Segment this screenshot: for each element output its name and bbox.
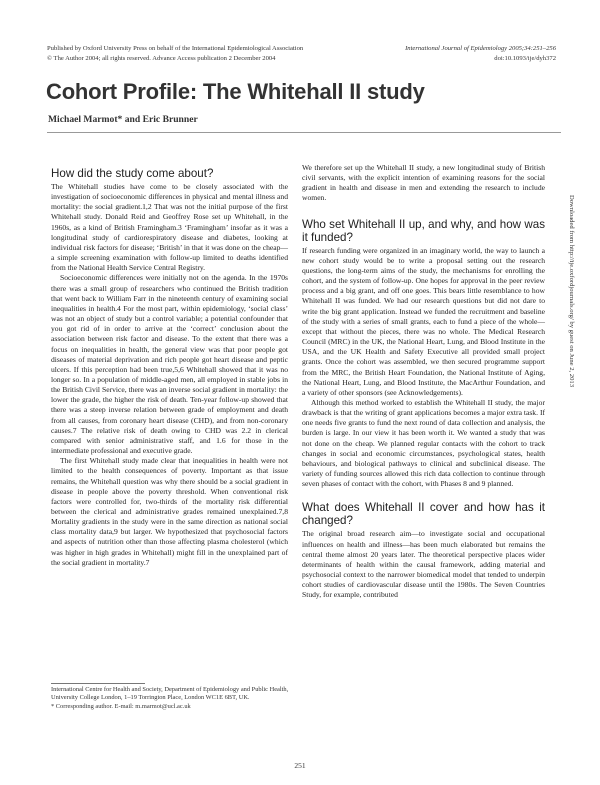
paragraph: The first Whitehall study made clear that inequalities in health were not limited to the health consequences of poverty. Important as that issue remains, the Whitehall question was why there should be a social gradient in disease in people above the poverty threshold. When conventional risk factors were controlled for, two-thirds of the mortality risk differential between the clerical and administrative grades remained unexplained.7,8 Mortality gradients in the study were in the same direction as national social class mortality data,9 but larger. We hypothesized that psychosocial factors and aspects of nutrition other than those affecting plasma cholesterol (which was higher in high grades in Whitehall) might fill in the unexplained part of the social gradient in mortality.7 xyxy=(51,456,288,567)
publisher-header xyxy=(47,44,347,64)
paragraph: The Whitehall studies have come to be closely associated with the investigation of socioeconomic differences in physical and mental illness and mortality: the social gradient.1,2 That was not the initial purpose of the first Whitehall study. Donald Reid and Geoffrey Rose set up Whitehall, in the 1960s, as a kind of British Framingham.3 ‘Framingham’ insofar as it was a longitudinal study of cardiorespiratory disease and diabetes, looking at individual risk factors for disease; ‘British’ in that it was done on the cheap—a simple screening examination with follow-up limited to deaths identified from the National Health Service Central Registry. xyxy=(51,182,288,273)
paragraph: Socioeconomic differences were initially not on the agenda. In the 1970s there was a small group of researchers who continued the British tradition that went back to William Farr in the nineteenth century of examining social inequalities in health.4 For the most part, within epidemiology, ‘social class’ was not an object of study but a control variable; a potential confounder that you got rid of in order to arrive at the ‘correct’ conclusion about the association between risk factor and disease. To the extent that there was a focus on inequalities in health, the general view was that poor people got diseases of material deprivation and rich people got heart disease and peptic ulcers. If this perception had been true,5,6 Whitehall showed that it was no longer so. In a population of middle-aged men, all employed in stable jobs in the British Civil Service, there was an inverse social gradient in mortality: the lower the grade, the higher the risk of death. Ten-year follow-up showed that there was a steep inverse relation between grade of employment and death from all causes, from coronary heart disease (CHD), and from non-coronary causes.7 The relative risk of death owing to CHD was 2.2 in clerical compared with senior administrative staff, and 1.6 for those in the intermediate professional and executive grade. xyxy=(51,273,288,456)
footnote-rule xyxy=(51,683,145,684)
left-column xyxy=(51,167,288,568)
section-heading: How did the study come about? xyxy=(51,167,214,180)
section-heading: Who set Whitehall II up, and why, and how was it funded? xyxy=(302,217,545,244)
footnote xyxy=(51,686,291,711)
title-rule xyxy=(47,132,561,133)
authors: Michael Marmot* and Eric Brunner xyxy=(48,114,198,125)
right-column xyxy=(302,163,545,600)
article-title: Cohort Profile: The Whitehall II study xyxy=(46,79,425,104)
paragraph: We therefore set up the Whitehall II study, a new longitudinal study of British civil servants, with the explicit intention of examining reasons for the social gradient in health and disease in men and extending the research to include women. xyxy=(302,163,545,203)
download-notice-text: Downloaded from http://ije.oxfordjournals.org/ by guest on June 2, 2013 xyxy=(568,195,575,387)
publisher-line: Published by Oxford University Press on behalf of the International Epidemiological Association xyxy=(47,45,304,52)
journal-header xyxy=(306,44,556,64)
corresponding-author: * Corresponding author. E-mail: m.marmot@ucl.ac.uk xyxy=(51,702,191,710)
paragraph: The original broad research aim—to investigate social and occupational influences on health and illness—has been much elaborated but remains the central theme almost 20 years later. The theoretical perspective places wider determinants of health within the causal framework, adding material and psychosocial context to the narrower biomedical model that tended to underpin cohort studies of cardiovascular disease until the 1980s. The Seven Countries Study, for example, contributed xyxy=(302,529,545,600)
doi: doi:10.1093/ije/dyh372 xyxy=(494,55,556,62)
journal-citation: International Journal of Epidemiology 2005;34:251–256 xyxy=(405,45,556,52)
affiliation: International Centre for Health and Society, Department of Epidemiology and Public Health, University College London, 1–19 Torrington Place, London WC1E 6BT, UK. xyxy=(51,686,289,702)
section-heading: What does Whitehall II cover and how has it changed? xyxy=(302,501,545,528)
page-number: 251 xyxy=(294,761,306,770)
paragraph: Although this method worked to establish the Whitehall II study, the major drawback is that the writing of grant applications becomes a major extra task. If one needs five grants to fund the next round of data collection and analysis, the burden is large. In our view it has been worth it. We wanted a study that was not done on the cheap. We planned regular contacts with the cohort to track changes in social and economic circumstances, psychological states, health behaviours, and biological pathways to clinical and subclinical disease. The variety of funding sources allowed this rich data collection to continue through seven phases of contact with the cohort, with Phases 8 and 9 planned. xyxy=(302,397,545,489)
download-notice xyxy=(565,195,579,635)
paragraph: If research funding were organized in an imaginary world, the way to launch a new cohort study would be to write a proposal setting out the research questions, the long-term aims of the study, the mechanisms for enrolling the cohort, and the system of follow-up. One hopes for approval in the peer review process and a big grant, and off one goes. This bears little resemblance to how Whitehall II was funded. We had our research questions but did not dare to write the big grant application. Instead we funded the recruitment and baseline of the study with a series of small grants, each to fund a piece of the whole—except that without the pieces, there was no whole. The Medical Research Council (MRC) in the UK, the National Heart, Lung, and Blood Institute in the USA, and the UK Health and Safety Executive all provided small project grants. Once the cohort was assembled, we then secured programme support from the MRC, the British Heart Foundation, the National Institute of Aging, the National Heart, Lung, and Blood Institute, the MacArthur Foundation, and a variety of other sponsors (see Acknowledgements). xyxy=(302,245,545,397)
copyright-line: © The Author 2004; all rights reserved. Advance Access publication 2 December 2004 xyxy=(47,55,276,62)
